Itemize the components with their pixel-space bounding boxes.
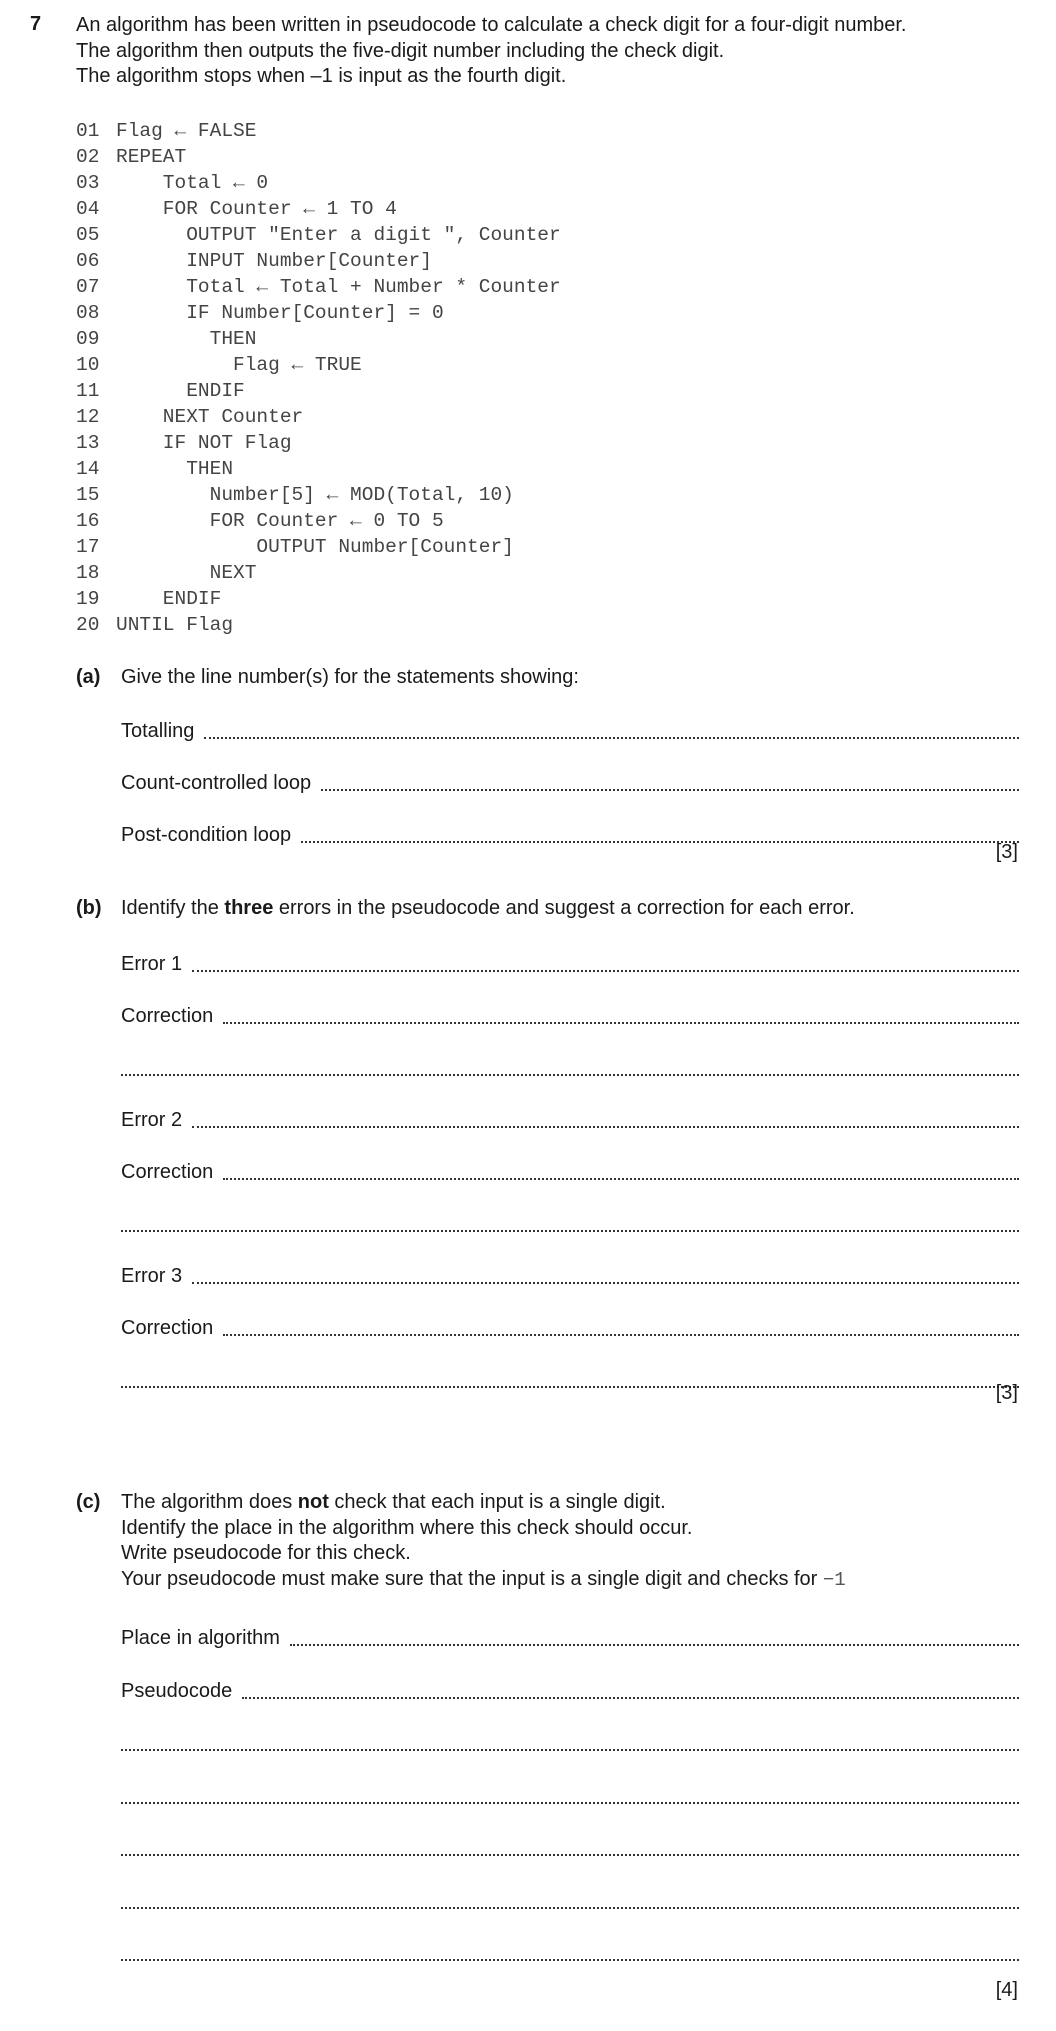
answer-label: Error 1 — [121, 953, 183, 975]
part-b-prompt-start: Identify the — [121, 897, 225, 919]
part-a-marks: [3] — [995, 841, 1018, 863]
code-line-number: 04 — [76, 198, 100, 220]
code-line-number: 14 — [76, 458, 100, 480]
answer-label: Correction — [121, 1161, 214, 1183]
code-line-text: ENDIF — [116, 380, 245, 402]
code-line-number: 03 — [76, 172, 100, 194]
code-line-text: Flag ← FALSE — [116, 120, 257, 142]
code-line-number: 20 — [76, 614, 100, 636]
code-line-text: IF NOT Flag — [116, 432, 292, 454]
code-line-number: 09 — [76, 328, 100, 350]
code-line — [76, 482, 561, 508]
code-line — [76, 612, 561, 638]
code-line-text: OUTPUT Number[Counter] — [116, 536, 514, 558]
code-line — [76, 144, 561, 170]
code-line-text: IF Number[Counter] = 0 — [116, 302, 444, 324]
answer-line[interactable] — [121, 1938, 1019, 1964]
answer-line[interactable] — [121, 1209, 1019, 1235]
part-b-label: (b) — [76, 897, 102, 919]
code-line-text: Flag ← TRUE — [116, 354, 362, 376]
code-line — [76, 404, 561, 430]
part-c-line-1-start: The algorithm does — [121, 1491, 298, 1513]
answer-line[interactable] — [121, 716, 1019, 742]
code-line-text: Total ← 0 — [116, 172, 269, 194]
dotted-answer-space[interactable] — [121, 1074, 1019, 1076]
dotted-answer-space[interactable] — [242, 1697, 1019, 1699]
dotted-answer-space[interactable] — [290, 1644, 1019, 1646]
dotted-answer-space[interactable] — [223, 1334, 1019, 1336]
code-line-number: 12 — [76, 406, 100, 428]
code-line — [76, 456, 561, 482]
answer-line[interactable] — [121, 1157, 1019, 1183]
code-line-number: 16 — [76, 510, 100, 532]
code-line — [76, 560, 561, 586]
part-c-line-4-text: Your pseudocode must make sure that the input is a single digit and checks for — [121, 1567, 823, 1590]
intro-line: The algorithm stops when –1 is input as the fourth digit. — [76, 65, 567, 87]
code-line — [76, 170, 561, 196]
answer-line[interactable] — [121, 1623, 1019, 1649]
code-line-text: UNTIL Flag — [116, 614, 234, 636]
code-line-number: 15 — [76, 484, 100, 506]
part-c-line-1-end: check that each input is a single digit. — [328, 1491, 666, 1513]
part-b-marks: [3] — [995, 1382, 1018, 1404]
dotted-answer-space[interactable] — [121, 1749, 1019, 1751]
code-line-number: 01 — [76, 120, 100, 142]
code-line-number: 17 — [76, 536, 100, 558]
code-line-text: ENDIF — [116, 588, 222, 610]
part-c-prompt — [121, 1490, 1021, 1593]
answer-label: Pseudocode — [121, 1679, 233, 1702]
answer-label: Post-condition loop — [121, 824, 292, 846]
part-a-prompt: Give the line number(s) for the statements showing: — [121, 666, 579, 688]
dotted-answer-space[interactable] — [192, 970, 1019, 972]
answer-line[interactable] — [121, 1833, 1019, 1859]
answer-line[interactable] — [121, 1313, 1019, 1339]
part-b-prompt-emphasis: three — [224, 897, 274, 919]
code-line — [76, 508, 561, 534]
code-line-text: NEXT — [116, 562, 257, 584]
pseudocode-listing — [76, 118, 561, 638]
code-line-text: Total ← Total + Number * Counter — [116, 276, 561, 298]
dotted-answer-space[interactable] — [121, 1386, 1019, 1388]
part-c-marks: [4] — [995, 1979, 1018, 2001]
code-line-number: 10 — [76, 354, 100, 376]
code-line — [76, 274, 561, 300]
answer-label: Place in algorithm — [121, 1627, 280, 1649]
dotted-answer-space[interactable] — [223, 1022, 1019, 1024]
code-line-number: 11 — [76, 380, 100, 402]
dotted-answer-space[interactable] — [121, 1959, 1019, 1961]
part-c-line-3: Write pseudocode for this check. — [121, 1542, 411, 1564]
answer-label: Correction — [121, 1317, 214, 1339]
code-line — [76, 248, 561, 274]
answer-line[interactable] — [121, 1886, 1019, 1912]
answer-line[interactable] — [121, 820, 1019, 846]
part-c-line-4 — [121, 1567, 1021, 1594]
code-line — [76, 430, 561, 456]
intro-line: The algorithm then outputs the five-digit number including the check digit. — [76, 39, 725, 62]
dotted-answer-space[interactable] — [223, 1178, 1019, 1180]
code-line-number: 18 — [76, 562, 100, 584]
answer-line[interactable] — [121, 1261, 1019, 1287]
code-line-text: THEN — [116, 458, 234, 480]
answer-label: Error 2 — [121, 1109, 183, 1131]
answer-line[interactable] — [121, 1728, 1019, 1754]
part-c-inline-code: −1 — [822, 1568, 846, 1591]
answer-label: Count-controlled loop — [121, 772, 312, 794]
dotted-answer-space[interactable] — [301, 841, 1019, 843]
answer-line[interactable] — [121, 1781, 1019, 1807]
answer-line[interactable] — [121, 768, 1019, 794]
question-number: 7 — [30, 13, 42, 35]
dotted-answer-space[interactable] — [121, 1907, 1019, 1909]
answer-label: Error 3 — [121, 1265, 183, 1287]
part-b-prompt-end: errors in the pseudocode and suggest a correction for each error. — [273, 897, 855, 919]
code-line-text: Number[5] ← MOD(Total, 10) — [116, 484, 514, 506]
code-line-text: REPEAT — [116, 146, 187, 168]
answer-line[interactable] — [121, 1053, 1019, 1079]
dotted-answer-space[interactable] — [121, 1802, 1019, 1804]
code-line — [76, 586, 561, 612]
code-line-text: INPUT Number[Counter] — [116, 250, 432, 272]
dotted-answer-space[interactable] — [192, 1126, 1019, 1128]
code-line — [76, 118, 561, 144]
code-line — [76, 378, 561, 404]
part-c-line-2: Identify the place in the algorithm where this check should occur. — [121, 1516, 693, 1539]
answer-line[interactable] — [121, 949, 1019, 975]
answer-line[interactable] — [121, 1676, 1019, 1702]
code-line-text: FOR Counter ← 0 TO 5 — [116, 510, 444, 532]
code-line — [76, 222, 561, 248]
dotted-answer-space[interactable] — [121, 1854, 1019, 1856]
code-line-text: NEXT Counter — [116, 406, 304, 428]
code-line — [76, 300, 561, 326]
dotted-answer-space[interactable] — [321, 789, 1019, 791]
code-line — [76, 196, 561, 222]
answer-line[interactable] — [121, 1365, 1019, 1391]
code-line-number: 05 — [76, 224, 100, 246]
answer-label: Correction — [121, 1005, 214, 1027]
code-line-number: 02 — [76, 146, 100, 168]
code-line-number: 08 — [76, 302, 100, 324]
part-c-line-1 — [121, 1490, 1021, 1516]
answer-line[interactable] — [121, 1001, 1019, 1027]
code-line-text: FOR Counter ← 1 TO 4 — [116, 198, 397, 220]
answer-label: Totalling — [121, 720, 195, 742]
dotted-answer-space[interactable] — [204, 737, 1019, 739]
part-a-label: (a) — [76, 666, 101, 688]
code-line — [76, 534, 561, 560]
code-line-number: 13 — [76, 432, 100, 454]
code-line-number: 19 — [76, 588, 100, 610]
code-line-text: THEN — [116, 328, 257, 350]
code-line-text: OUTPUT "Enter a digit ", Counter — [116, 224, 561, 246]
dotted-answer-space[interactable] — [192, 1282, 1019, 1284]
part-b-prompt — [121, 896, 1021, 922]
code-line-number: 06 — [76, 250, 100, 272]
code-line-number: 07 — [76, 276, 100, 298]
intro-line: An algorithm has been written in pseudocode to calculate a check digit for a four-digit number. — [76, 14, 907, 36]
dotted-answer-space[interactable] — [121, 1230, 1019, 1232]
code-line — [76, 326, 561, 352]
question-intro — [76, 13, 1026, 90]
part-c-label: (c) — [76, 1491, 101, 1513]
answer-line[interactable] — [121, 1105, 1019, 1131]
part-c-line-1-emphasis: not — [297, 1491, 329, 1513]
code-line — [76, 352, 561, 378]
